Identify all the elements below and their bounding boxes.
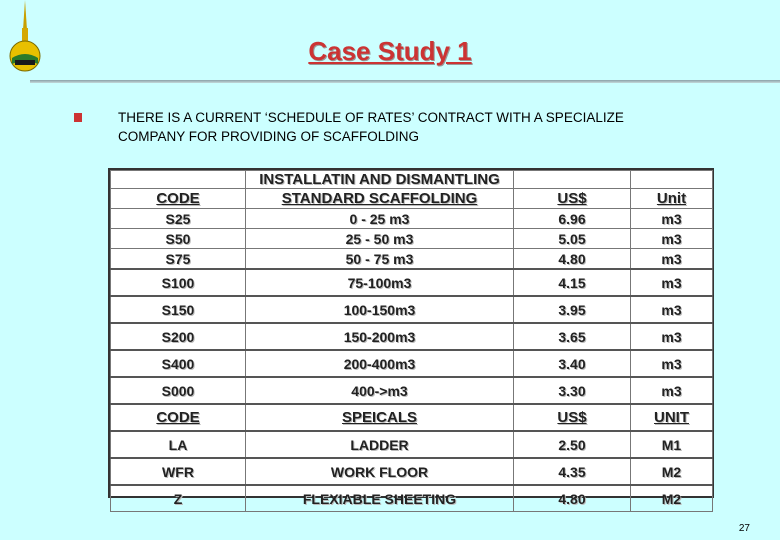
cell-price: 4.80 <box>514 249 631 270</box>
header2-code: CODE <box>111 404 246 431</box>
cell-code: S100 <box>111 269 246 296</box>
cell-price: 5.05 <box>514 229 631 249</box>
header2-price: US$ <box>514 404 631 431</box>
table-row <box>111 431 713 458</box>
cell-unit: m3 <box>631 209 713 229</box>
bullet-marker <box>74 113 82 122</box>
cell-unit: m3 <box>631 269 713 296</box>
cell-desc: 50 - 75 m3 <box>246 249 514 270</box>
cell-code: S000 <box>111 377 246 404</box>
cell-price: 3.30 <box>514 377 631 404</box>
cell-desc: FLEXIABLE SHEETING <box>246 485 514 512</box>
cell-code: WFR <box>111 458 246 485</box>
cell-unit: m3 <box>631 229 713 249</box>
rates-table <box>108 168 714 507</box>
cell-price: 4.35 <box>514 458 631 485</box>
cell-desc: 400->m3 <box>246 377 514 404</box>
cell-unit: M1 <box>631 431 713 458</box>
cell-unit: m3 <box>631 296 713 323</box>
cell-desc: 200-400m3 <box>246 350 514 377</box>
table-row <box>111 350 713 377</box>
table-row <box>111 249 713 270</box>
cell-unit: m3 <box>631 350 713 377</box>
cell-desc: 25 - 50 m3 <box>246 229 514 249</box>
cell-code: Z <box>111 485 246 512</box>
header-code: CODE <box>111 189 246 209</box>
title-divider <box>30 80 780 83</box>
cell-code: S150 <box>111 296 246 323</box>
cell-price: 3.65 <box>514 323 631 350</box>
table-row <box>111 296 713 323</box>
cell-price: 4.15 <box>514 269 631 296</box>
cell-unit: m3 <box>631 323 713 350</box>
cell-unit: M2 <box>631 458 713 485</box>
cell-price: 3.95 <box>514 296 631 323</box>
header-unit: Unit <box>631 189 713 209</box>
cell-desc: 100-150m3 <box>246 296 514 323</box>
cell-desc: WORK FLOOR <box>246 458 514 485</box>
table-title-line1: INSTALLATIN AND DISMANTLING <box>246 171 514 189</box>
cell-code: S75 <box>111 249 246 270</box>
cell-code: S400 <box>111 350 246 377</box>
cell-price: 2.50 <box>514 431 631 458</box>
table-row <box>111 229 713 249</box>
cell-price: 4.80 <box>514 485 631 512</box>
cell-code: S25 <box>111 209 246 229</box>
cell-desc: LADDER <box>246 431 514 458</box>
table-row <box>111 485 713 512</box>
cell-code: S50 <box>111 229 246 249</box>
cell-desc: 0 - 25 m3 <box>246 209 514 229</box>
page-number: 27 <box>738 523 750 534</box>
cell-code: LA <box>111 431 246 458</box>
table-corner-cell <box>111 171 246 189</box>
cell-unit: m3 <box>631 249 713 270</box>
header-price: US$ <box>514 189 631 209</box>
table-row <box>111 377 713 404</box>
header2-desc: SPEICALS <box>246 404 514 431</box>
table-empty-cell <box>514 171 631 189</box>
table-row <box>111 269 713 296</box>
table-row <box>111 458 713 485</box>
cell-code: S200 <box>111 323 246 350</box>
intro-line-2: COMPANY FOR PROVIDING OF SCAFFOLDING <box>118 129 420 144</box>
header2-unit: UNIT <box>631 404 713 431</box>
cell-desc: 150-200m3 <box>246 323 514 350</box>
table-empty-cell <box>631 171 713 189</box>
intro-text <box>118 108 758 146</box>
table-row <box>111 323 713 350</box>
intro-line-1: THERE IS A CURRENT ‘SCHEDULE OF RATES’ CONTRACT WITH A SPECIALIZE <box>118 110 624 125</box>
cell-desc: 75-100m3 <box>246 269 514 296</box>
cell-unit: M2 <box>631 485 713 512</box>
cell-unit: m3 <box>631 377 713 404</box>
slide-title: Case Study 1 <box>308 36 472 66</box>
header-desc: STANDARD SCAFFOLDING <box>246 189 514 209</box>
table-row <box>111 209 713 229</box>
cell-price: 3.40 <box>514 350 631 377</box>
cell-price: 6.96 <box>514 209 631 229</box>
